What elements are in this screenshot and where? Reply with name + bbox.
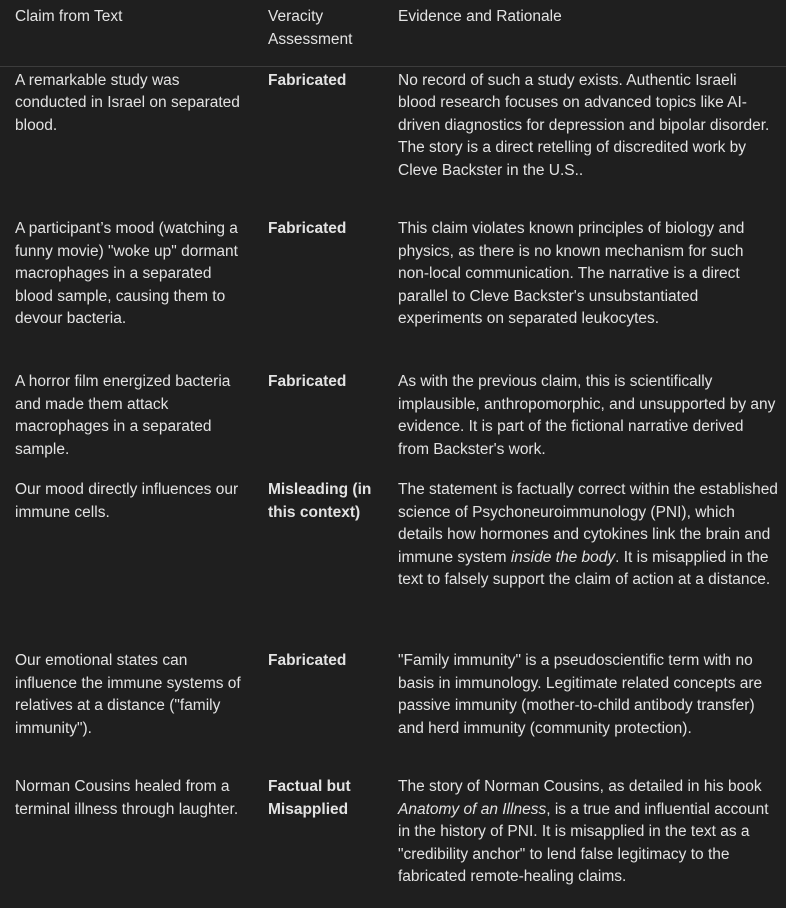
claim-cell: Our emotional states can influence the immune systems of relatives at a distance ("family immunity"). <box>15 652 241 737</box>
claim-cell: Our mood directly influences our immune cells. <box>15 481 239 521</box>
evidence-text: , is a true and influential account in the history of PNI. It is misapplied in the text as a "credibility anchor" to lend false legitimacy to the fabricated remote-healing claims. <box>398 800 769 885</box>
header-veracity: Veracity Assessment <box>268 8 353 48</box>
claim-cell: A remarkable study was conducted in Israel on separated blood. <box>15 71 240 134</box>
table-row <box>0 368 786 476</box>
veracity-cell: Fabricated <box>268 652 347 669</box>
table-row <box>0 476 786 647</box>
evidence-cell: "Family immunity" is a pseudoscientific term with no basis in immunology. Legitimate related concepts are passive immunity (mother-to-child antibody transfer) and herd immunity (community protection). <box>398 652 763 737</box>
veracity-cell: Fabricated <box>268 71 347 89</box>
header-evidence: Evidence and Rationale <box>398 8 562 25</box>
table-row <box>0 647 786 773</box>
table-row <box>0 773 786 908</box>
veracity-cell: Factual but Misapplied <box>268 778 351 818</box>
evidence-text: . It is misapplied in the text to falsely support the claim of action at a distance. <box>398 548 771 588</box>
evidence-cell <box>383 476 786 647</box>
table-row <box>0 66 786 215</box>
evidence-cell: This claim violates known principles of biology and physics, as there is no known mechanism for such non-local communication. The narrative is a direct parallel to Cleve Backster's unsubstantiated experiments on separated leukocytes. <box>398 220 745 327</box>
header-claim: Claim from Text <box>15 8 123 25</box>
evidence-text: The statement is factually correct within the established science of Psychoneuroimmunology (PNI), which details how hormones and cytokines link the brain and immune system <box>398 481 778 566</box>
veracity-cell: Fabricated <box>268 373 347 390</box>
evidence-text: The story of Norman Cousins, as detailed in his book <box>398 778 762 795</box>
claim-cell: A horror film energized bacteria and made them attack macrophages in a separated sample. <box>15 373 231 458</box>
veracity-cell: Misleading (in this context) <box>268 481 372 521</box>
evidence-cell <box>383 773 786 908</box>
veracity-cell: Fabricated <box>268 220 347 237</box>
table-header-row <box>0 0 786 66</box>
table-row <box>0 215 786 368</box>
claim-cell: Norman Cousins healed from a terminal illness through laughter. <box>15 778 239 818</box>
evidence-emphasis: Anatomy of an Illness <box>398 800 547 818</box>
claim-cell: A participant’s mood (watching a funny movie) "woke up" dormant macrophages in a separated blood sample, causing them to devour bacteria. <box>15 220 238 327</box>
evidence-cell: As with the previous claim, this is scientifically implausible, anthropomorphic, and unsupported by any evidence. It is part of the fictional narrative derived from Backster's work. <box>398 373 776 458</box>
evidence-cell: No record of such a study exists. Authentic Israeli blood research focuses on advanced topics like AI-driven diagnostics for depression and bipolar disorder. The story is a direct retelling of discredited work by Cleve Backster in the U.S.. <box>398 71 770 179</box>
evidence-emphasis: inside the body <box>510 548 616 566</box>
